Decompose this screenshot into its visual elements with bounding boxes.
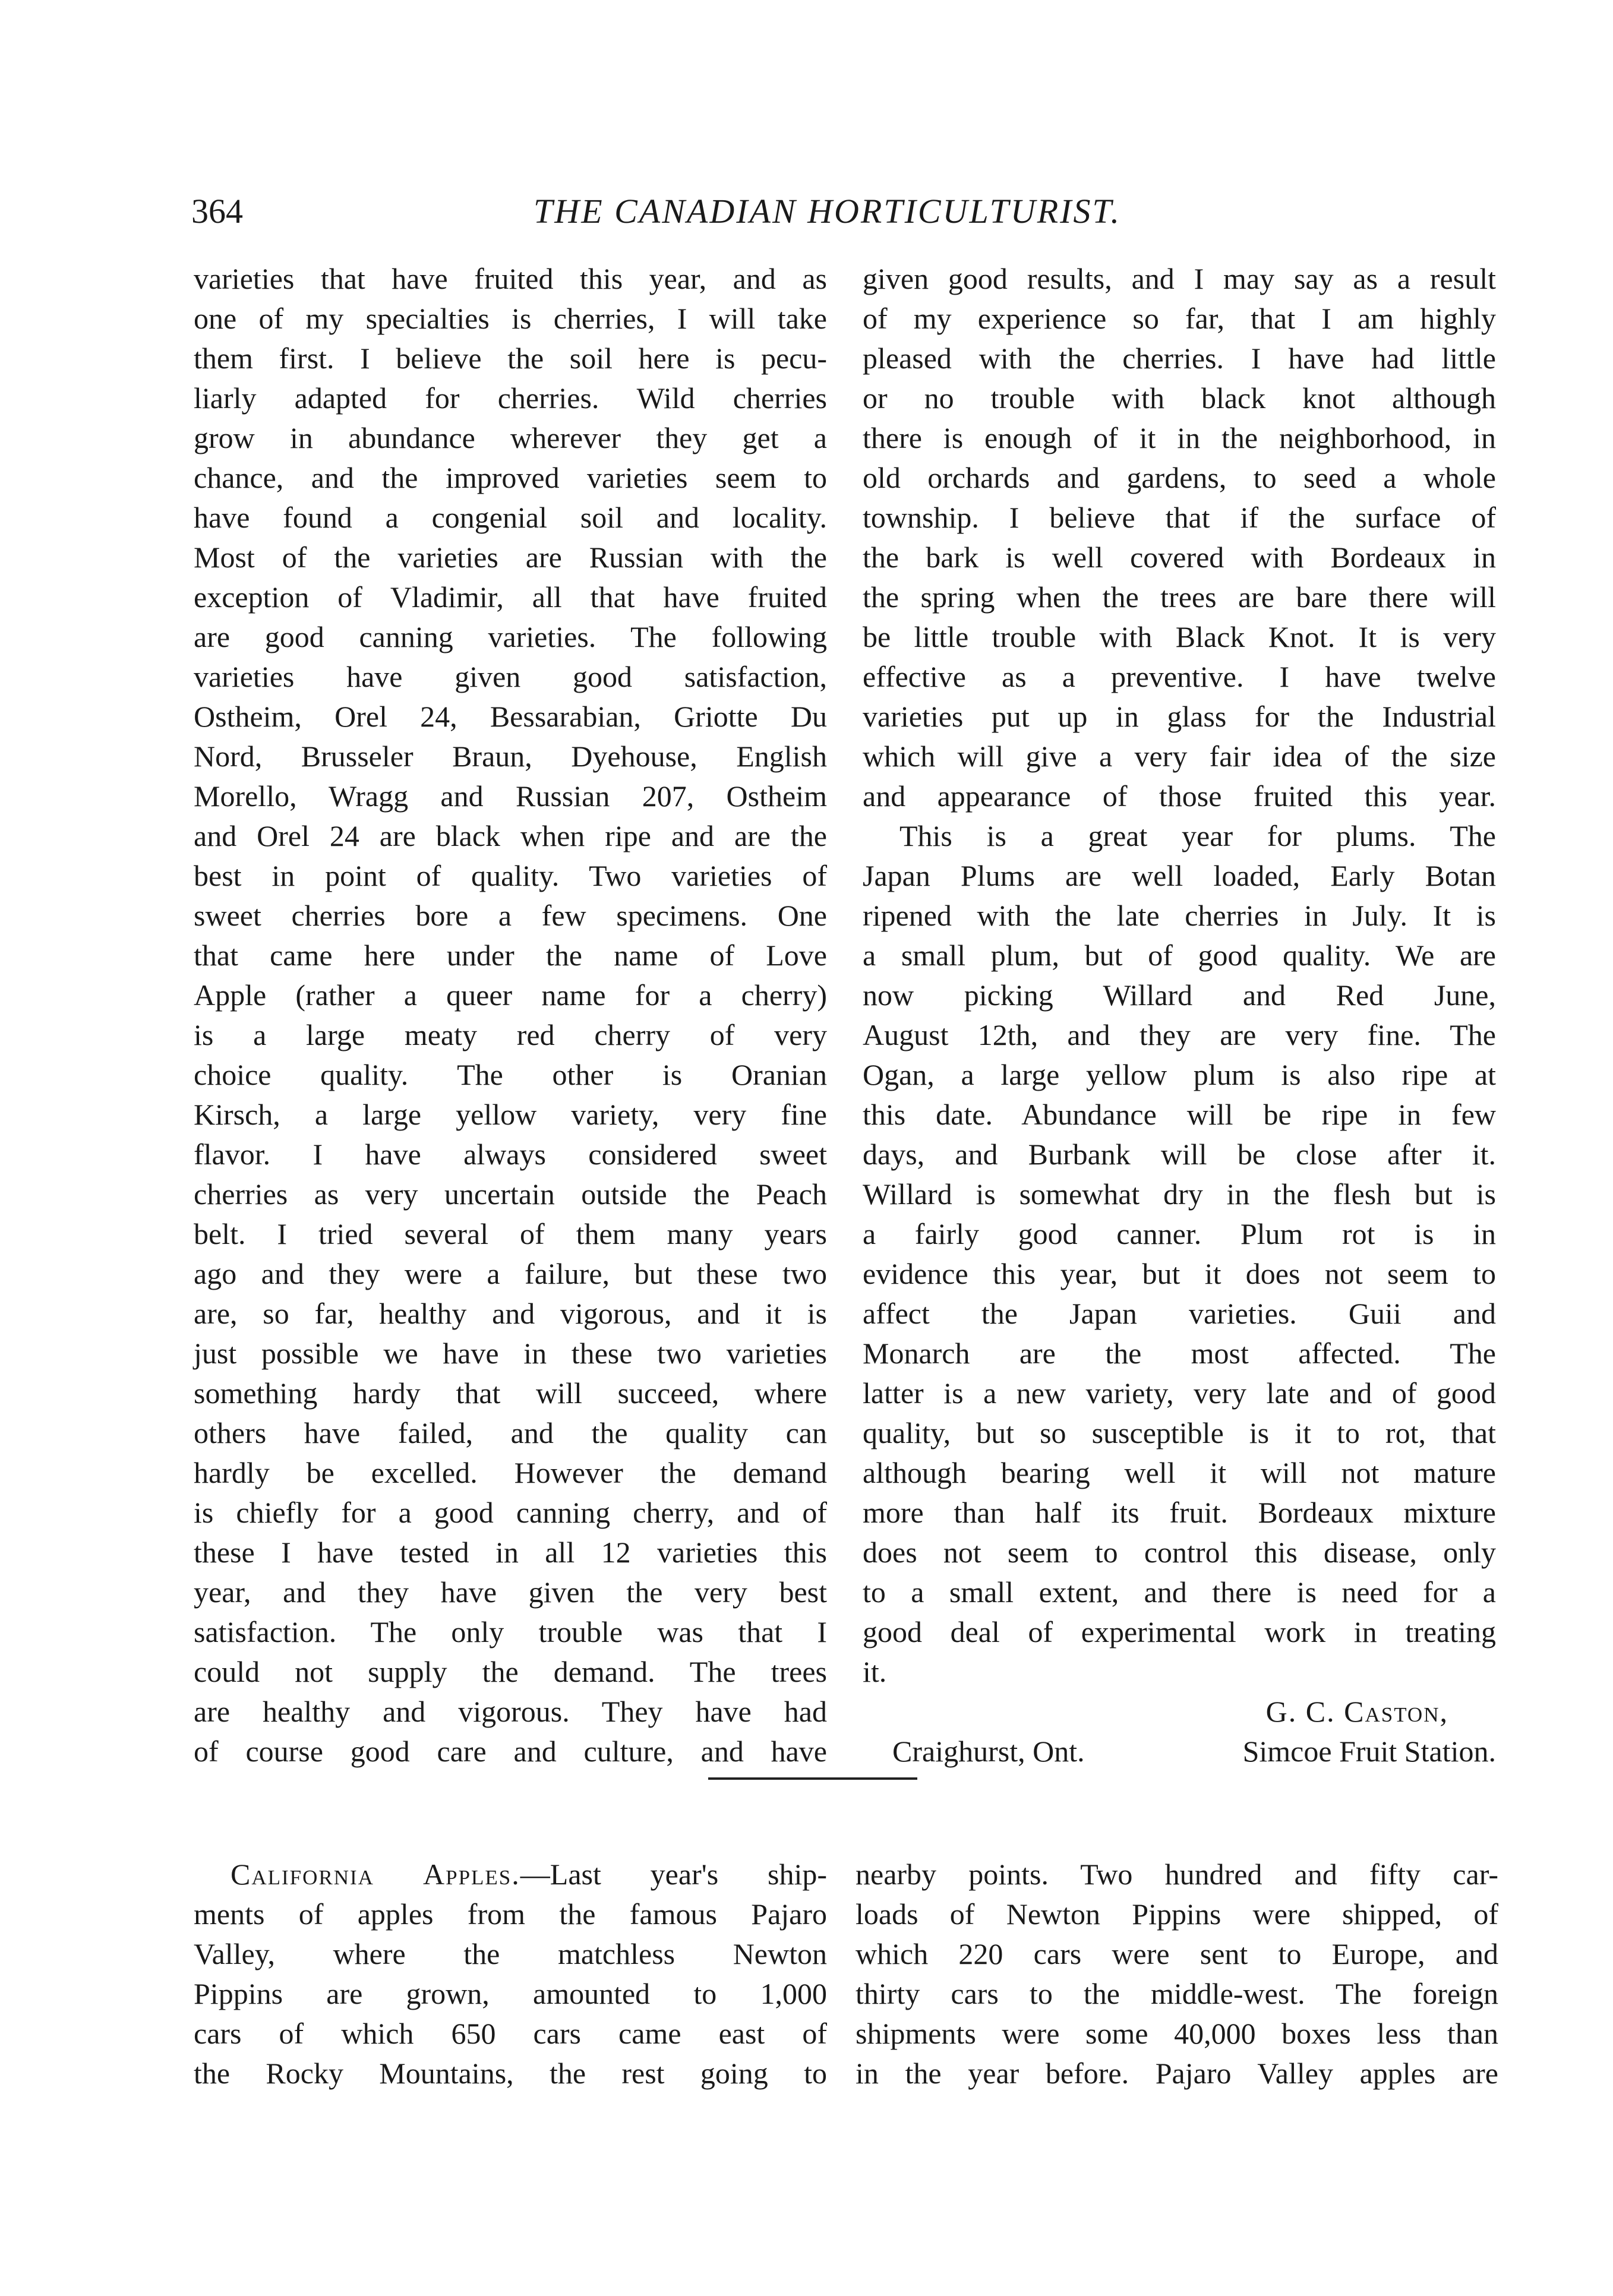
article2-first-line <box>194 1855 827 1894</box>
text-line: township. I believe that if the surface of <box>863 501 1496 534</box>
text-line: Pippins are grown, amounted to 1,000 <box>194 1977 827 2010</box>
text-line: there is enough of it in the neighborhood, in <box>863 421 1496 454</box>
text-line: Japan Plums are well loaded, Early Botan <box>863 859 1496 892</box>
text-line: quality, but so susceptible is it to rot, that <box>863 1416 1496 1449</box>
left-column <box>194 259 827 1771</box>
text-line: the bark is well covered with Bordeaux in <box>863 541 1496 574</box>
text-line: liarly adapted for cherries. Wild cherries <box>194 381 827 415</box>
text-line: hardly be excelled. However the demand <box>194 1456 827 1489</box>
text-line: that came here under the name of Love <box>194 939 827 972</box>
text-line: could not supply the demand. The trees <box>194 1655 827 1688</box>
article2-left-column <box>194 1855 827 2093</box>
text-line: is chiefly for a good canning cherry, and of <box>194 1496 827 1529</box>
text-line: year, and they have given the very best <box>194 1575 827 1609</box>
text-line: given good results, and I may say as a result <box>863 262 1496 295</box>
text-line: grow in abundance wherever they get a <box>194 421 827 454</box>
signature-name: G. C. Caston, <box>1265 1695 1448 1728</box>
page-number: 364 <box>191 192 243 230</box>
text-line: and appearance of those fruited this year. <box>863 779 1496 813</box>
article2-lead: California Apples. <box>231 1858 520 1891</box>
text-line: Monarch are the most affected. The <box>863 1337 1496 1370</box>
text-line: cherries as very uncertain outside the Peach <box>194 1177 827 1211</box>
text-line: effective as a preventive. I have twelve <box>863 660 1496 693</box>
text-line: although bearing well it will not mature <box>863 1456 1496 1489</box>
text-line: a small plum, but of good quality. We are <box>863 939 1496 972</box>
text-line: something hardy that will succeed, where <box>194 1376 827 1410</box>
text-line: This is a great year for plums. The <box>899 819 1496 852</box>
text-line: are healthy and vigorous. They have had <box>194 1695 827 1728</box>
signature-station: Simcoe Fruit Station. <box>1242 1735 1496 1768</box>
article2-right-column <box>856 1855 1498 2093</box>
text-line: a fairly good canner. Plum rot is in <box>863 1217 1496 1250</box>
text-line: Nord, Brusseler Braun, Dyehouse, English <box>194 740 827 773</box>
text-line: shipments were some 40,000 boxes less than <box>856 2017 1498 2050</box>
text-line: ago and they were a failure, but these two <box>194 1257 827 1290</box>
text-line: this date. Abundance will be ripe in few <box>863 1098 1496 1131</box>
text-line: in the year before. Pajaro Valley apples are <box>856 2057 1498 2090</box>
text-line: loads of Newton Pippins were shipped, of <box>856 1897 1498 1931</box>
text-line: belt. I tried several of them many years <box>194 1217 827 1250</box>
text-line: now picking Willard and Red June, <box>863 978 1496 1012</box>
signature-place <box>863 1732 1496 1771</box>
text-line: sweet cherries bore a few specimens. One <box>194 899 827 932</box>
text-line: have found a congenial soil and locality. <box>194 501 827 534</box>
text-line: and Orel 24 are black when ripe and are the <box>194 819 827 852</box>
text-line: more than half its fruit. Bordeaux mixture <box>863 1496 1496 1529</box>
section-divider <box>708 1777 917 1780</box>
text-line: of course good care and culture, and have <box>194 1735 827 1768</box>
right-column <box>863 259 1496 1771</box>
text-line: Willard is somewhat dry in the flesh but is <box>863 1177 1496 1211</box>
text-line: August 12th, and they are very fine. The <box>863 1018 1496 1051</box>
text-line: others have failed, and the quality can <box>194 1416 827 1449</box>
text-line: varieties that have fruited this year, and as <box>194 262 827 295</box>
text-line: ripened with the late cherries in July. It is <box>863 899 1496 932</box>
text-line: evidence this year, but it does not seem to <box>863 1257 1496 1290</box>
text-line: exception of Vladimir, all that have fruited <box>194 580 827 614</box>
text-line: or no trouble with black knot although <box>863 381 1496 415</box>
text-line: Morello, Wragg and Russian 207, Ostheim <box>194 779 827 813</box>
text-line: thirty cars to the middle-west. The foreign <box>856 1977 1498 2010</box>
text-line: choice quality. The other is Oranian <box>194 1058 827 1091</box>
text-line: just possible we have in these two varieties <box>194 1337 827 1370</box>
text-line: old orchards and gardens, to seed a whole <box>863 461 1496 494</box>
text-line: good deal of experimental work in treating <box>863 1615 1496 1648</box>
text-line: varieties have given good satisfaction, <box>194 660 827 693</box>
text-line: which will give a very fair idea of the size <box>863 740 1496 773</box>
text-line: one of my specialties is cherries, I will take <box>194 302 827 335</box>
text-line: be little trouble with Black Knot. It is very <box>863 620 1496 653</box>
text-line: cars of which 650 cars came east of <box>194 2017 827 2050</box>
text-line: which 220 cars were sent to Europe, and <box>856 1937 1498 1970</box>
running-title: THE CANADIAN HORTICULTURIST. <box>534 192 1121 230</box>
signature-location: Craighurst, Ont. <box>892 1735 1085 1768</box>
text-line: flavor. I have always considered sweet <box>194 1138 827 1171</box>
text-line: does not seem to control this disease, only <box>863 1536 1496 1569</box>
text-line: latter is a new variety, very late and of good <box>863 1376 1496 1410</box>
text-line: Valley, where the matchless Newton <box>194 1937 827 1970</box>
text-line: days, and Burbank will be close after it. <box>863 1138 1496 1171</box>
text-line: the spring when the trees are bare there will <box>863 580 1496 614</box>
text-line: ments of apples from the famous Pajaro <box>194 1897 827 1931</box>
text-line: satisfaction. The only trouble was that I <box>194 1615 827 1648</box>
text-line: Ogan, a large yellow plum is also ripe at <box>863 1058 1496 1091</box>
text-line: Ostheim, Orel 24, Bessarabian, Griotte Du <box>194 700 827 733</box>
text-line: Most of the varieties are Russian with the <box>194 541 827 574</box>
text-line: varieties put up in glass for the Industrial <box>863 700 1496 733</box>
text-line: it. <box>863 1655 887 1688</box>
text-line: chance, and the improved varieties seem to <box>194 461 827 494</box>
text-line: are, so far, healthy and vigorous, and it is <box>194 1297 827 1330</box>
text-line: of my experience so far, that I am highly <box>863 302 1496 335</box>
text-line: is a large meaty red cherry of very <box>194 1018 827 1051</box>
text-line: the Rocky Mountains, the rest going to <box>194 2057 827 2090</box>
text-line: affect the Japan varieties. Guii and <box>863 1297 1496 1330</box>
text-line: pleased with the cherries. I have had little <box>863 342 1496 375</box>
text-line: Kirsch, a large yellow variety, very fine <box>194 1098 827 1131</box>
text-line: these I have tested in all 12 varieties this <box>194 1536 827 1569</box>
text-line: them first. I believe the soil here is pecu- <box>194 342 827 375</box>
text-line: to a small extent, and there is need for a <box>863 1575 1496 1609</box>
text-line: nearby points. Two hundred and fifty car- <box>856 1858 1498 1891</box>
text-line: are good canning varieties. The following <box>194 620 827 653</box>
text-line: —Last year's ship- <box>520 1858 827 1891</box>
text-line: best in point of quality. Two varieties of <box>194 859 827 892</box>
text-line: Apple (rather a queer name for a cherry) <box>194 978 827 1012</box>
